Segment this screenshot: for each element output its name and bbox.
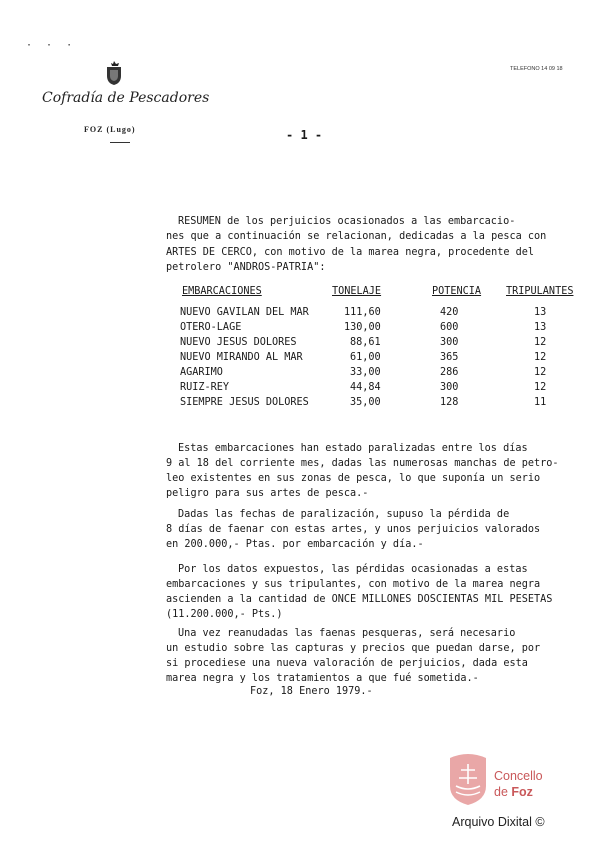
vessel-tonnage: 111,60 [344,307,381,318]
intro-line-3: ARTES DE CERCO, con motivo de la marea negra, procedente del [166,247,535,258]
paragraph-3-line-3: ascienden a la cantidad de ONCE MILLONES DOSCIENTAS MIL PESETAS [166,594,553,605]
vessel-tonnage: 44,84 [350,382,381,393]
date-line: Foz, 18 Enero 1979.- [250,686,373,697]
vessel-power: 600 [440,322,459,333]
de-foz-label: de Foz [494,785,533,799]
paragraph-3-line-1: Por los datos expuestos, las pérdidas ocasionadas a estas [178,564,528,575]
concello-label: Concello [494,769,543,783]
place-underline [110,142,130,143]
intro-line-4: petrolero "ANDROS-PATRIA": [166,262,326,273]
vessel-name: OTERO-LAGE [180,322,242,333]
organization-place: FOZ (Lugo) [84,125,136,134]
paragraph-2-line-2: 8 días de faenar con estas artes, y unos perjuicios valorados [166,524,541,535]
header-embarcaciones: EMBARCACIONES [182,286,262,297]
vessel-name: NUEVO JESUS DOLORES [180,337,297,348]
intro-line-2: nes que a continuación se relacionan, dedicadas a la pesca con [166,231,547,242]
concello-foz-logo-icon [446,752,490,806]
header-tripulantes: TRIPULANTES [506,286,574,297]
vessel-name: NUEVO GAVILAN DEL MAR [180,307,309,318]
header-potencia: POTENCIA [432,286,482,297]
vessel-tonnage: 35,00 [350,397,381,408]
paragraph-1-line-4: peligro para sus artes de pesca.- [166,488,369,499]
paper-specks: · · · [26,40,77,51]
vessel-power: 128 [440,397,459,408]
vessel-crew: 12 [534,367,547,378]
header-tonelaje: TONELAJE [332,286,382,297]
vessel-power: 286 [440,367,459,378]
vessel-crew: 12 [534,382,547,393]
paragraph-3-line-4: (11.200.000,- Pts.) [166,609,283,620]
paragraph-1-line-1: Estas embarcaciones han estado paralizadas entre los días [178,443,528,454]
vessel-power: 300 [440,337,459,348]
vessel-power: 365 [440,352,459,363]
vessel-power: 300 [440,382,459,393]
paragraph-3-line-2: embarcaciones y sus tripulantes, con motivo de la marea negra [166,579,541,590]
vessel-tonnage: 33,00 [350,367,381,378]
vessel-crew: 12 [534,352,547,363]
page-number: - 1 - [286,128,323,142]
paragraph-2-line-1: Dadas las fechas de paralización, supuso la pérdida de [178,509,510,520]
paragraph-4-line-1: Una vez reanudadas las faenas pesqueras, será necesario [178,628,516,639]
vessel-name: AGARIMO [180,367,223,378]
vessel-name: RUIZ-REY [180,382,230,393]
vessel-crew: 13 [534,307,547,318]
vessel-crew: 12 [534,337,547,348]
paragraph-2-line-3: en 200.000,- Ptas. por embarcación y día.- [166,539,424,550]
archive-label: Arquivo Dixital © [452,815,545,829]
vessel-name: NUEVO MIRANDO AL MAR [180,352,303,363]
coat-of-arms-icon [104,60,124,86]
vessel-tonnage: 130,00 [344,322,381,333]
paragraph-4-line-2: un estudio sobre las capturas y precios que puedan darse, por [166,643,541,654]
vessel-tonnage: 61,00 [350,352,381,363]
telephone-number: TELEFONO 14 09 18 [510,66,563,72]
vessel-crew: 11 [534,397,547,408]
paragraph-4-line-3: si procediese una nueva valoración de perjuicios, dada esta [166,658,528,669]
intro-line-1: RESUMEN de los perjuicios ocasionados a las embarcacio- [178,216,516,227]
vessel-name: SIEMPRE JESUS DOLORES [180,397,309,408]
paragraph-1-line-2: 9 al 18 del corriente mes, dadas las numerosas manchas de petro- [166,458,559,469]
vessel-crew: 13 [534,322,547,333]
vessel-power: 420 [440,307,459,318]
organization-name: Cofradía de Pescadores [42,90,210,106]
paragraph-4-line-4: marea negra y los tratamientos a que fué sometida.- [166,673,479,684]
vessel-tonnage: 88,61 [350,337,381,348]
paragraph-1-line-3: leo existentes en sus zonas de pesca, lo que suponía un serio [166,473,541,484]
